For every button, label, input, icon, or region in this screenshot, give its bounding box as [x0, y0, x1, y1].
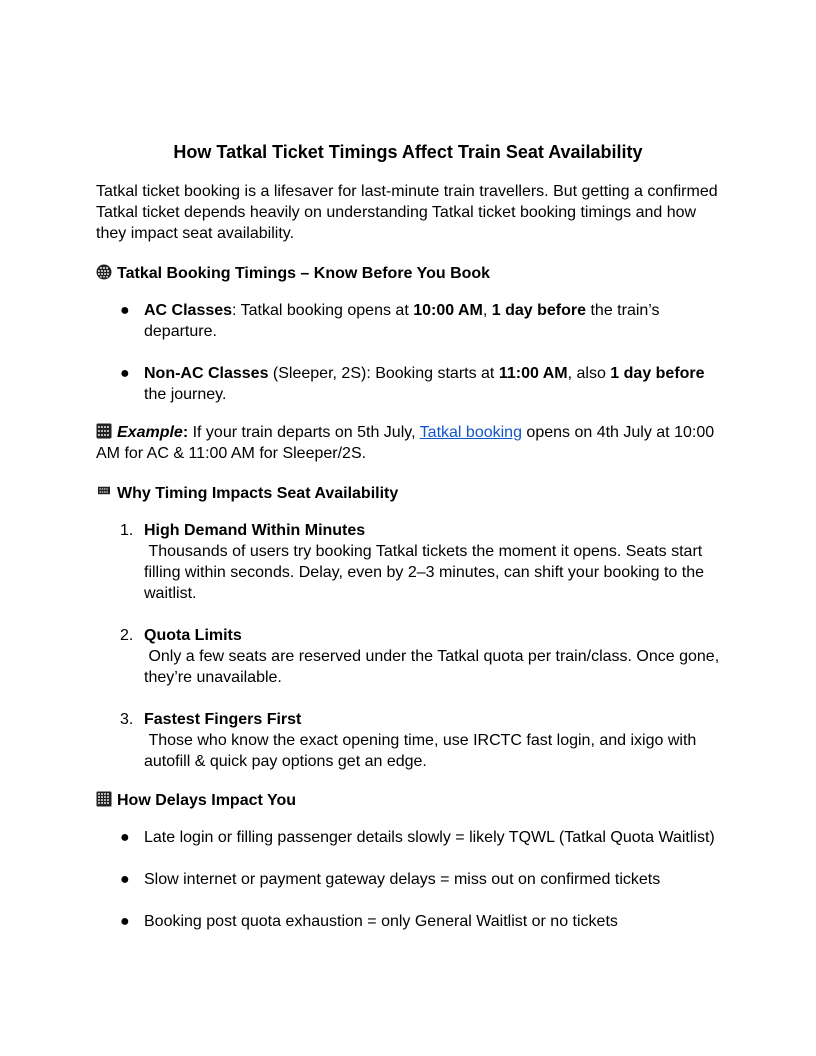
item-text: Thousands of users try booking Tatkal tickets the moment it opens. Seats start filling within seconds. Delay, even by 2–3 minutes, can shift your booking to the waitlist.	[144, 543, 709, 602]
example-paragraph	[96, 422, 720, 464]
item-number: 2.	[120, 627, 134, 644]
section-heading-text: Why Timing Impacts Seat Availability	[117, 485, 399, 502]
item-label: Non-AC Classes	[144, 365, 269, 382]
item-text: ,	[482, 302, 492, 319]
list-item	[96, 625, 724, 688]
item-number: 1.	[120, 522, 134, 539]
item-title: High Demand Within Minutes	[144, 522, 366, 539]
item-bold: 11:00 AM	[498, 365, 568, 382]
tatkal-booking-link[interactable]: Tatkal booking	[419, 424, 522, 441]
item-number: 3.	[120, 711, 134, 728]
section-heading-why-timing	[96, 483, 398, 504]
item-title: Fastest Fingers First	[144, 711, 302, 728]
item-bold: 1 day before	[610, 365, 705, 382]
intro-paragraph: Tatkal ticket booking is a lifesaver for last-minute train travellers. But getting a confirmed Tatkal ticket depends heavily on understanding Tatkal ticket booking timings and how they impact seat availability.	[96, 183, 718, 242]
bullet-icon: ●	[120, 913, 130, 930]
calendar-grid-icon	[96, 423, 112, 439]
item-text: the train’s departure.	[144, 302, 660, 340]
item-text: : Tatkal booking opens at	[232, 302, 414, 319]
bullet-icon: ●	[120, 829, 130, 846]
bullet-icon: ●	[120, 365, 130, 382]
item-bold: 10:00 AM	[413, 302, 483, 319]
timings-list	[96, 300, 720, 405]
example-text: If your train departs on 5th July,	[188, 424, 420, 441]
item-text: Those who know the exact opening time, use IRCTC fast login, and ixigo with autofill & quick pay options get an edge.	[144, 732, 701, 770]
section-heading-delays	[96, 790, 296, 811]
list-item	[96, 869, 720, 890]
list-item	[96, 827, 720, 848]
list-item	[96, 520, 720, 604]
item-text: Only a few seats are reserved under the Tatkal quota per train/class. Once gone, they’re unavailable.	[144, 648, 724, 686]
example-text: opens on 4th July at 10:00 AM for AC & 11:00 AM for Sleeper/2S.	[96, 424, 715, 462]
item-text: the journey.	[144, 386, 227, 403]
list-item	[96, 300, 720, 342]
item-label: AC Classes	[144, 302, 233, 319]
item-text: (Sleeper, 2S): Booking starts at	[268, 365, 499, 382]
globe-grid-icon	[96, 264, 112, 280]
section-heading-text: Tatkal Booking Timings – Know Before You Book	[117, 265, 491, 282]
section-heading-text: How Delays Impact You	[117, 792, 297, 809]
page-title: How Tatkal Ticket Timings Affect Train Seat Availability	[173, 142, 643, 162]
example-label: Example	[117, 424, 183, 441]
example-colon: :	[182, 424, 189, 441]
item-title: Quota Limits	[144, 627, 242, 644]
list-item	[96, 709, 720, 772]
delays-list	[96, 827, 720, 932]
list-item	[96, 911, 720, 932]
section-heading-timings	[96, 263, 490, 284]
chart-grid-icon	[96, 486, 112, 498]
reasons-list	[96, 520, 724, 772]
bullet-icon: ●	[120, 302, 130, 319]
item-bold: 1 day before	[491, 302, 587, 319]
list-item	[96, 363, 720, 405]
item-text: , also	[567, 365, 611, 382]
item-text: Late login or filling passenger details slowly = likely TQWL (Tatkal Quota Waitlist)	[144, 829, 715, 846]
item-text: Slow internet or payment gateway delays = miss out on confirmed tickets	[144, 871, 661, 888]
block-grid-icon	[96, 791, 112, 807]
bullet-icon: ●	[120, 871, 130, 888]
item-text: Booking post quota exhaustion = only General Waitlist or no tickets	[144, 913, 618, 930]
